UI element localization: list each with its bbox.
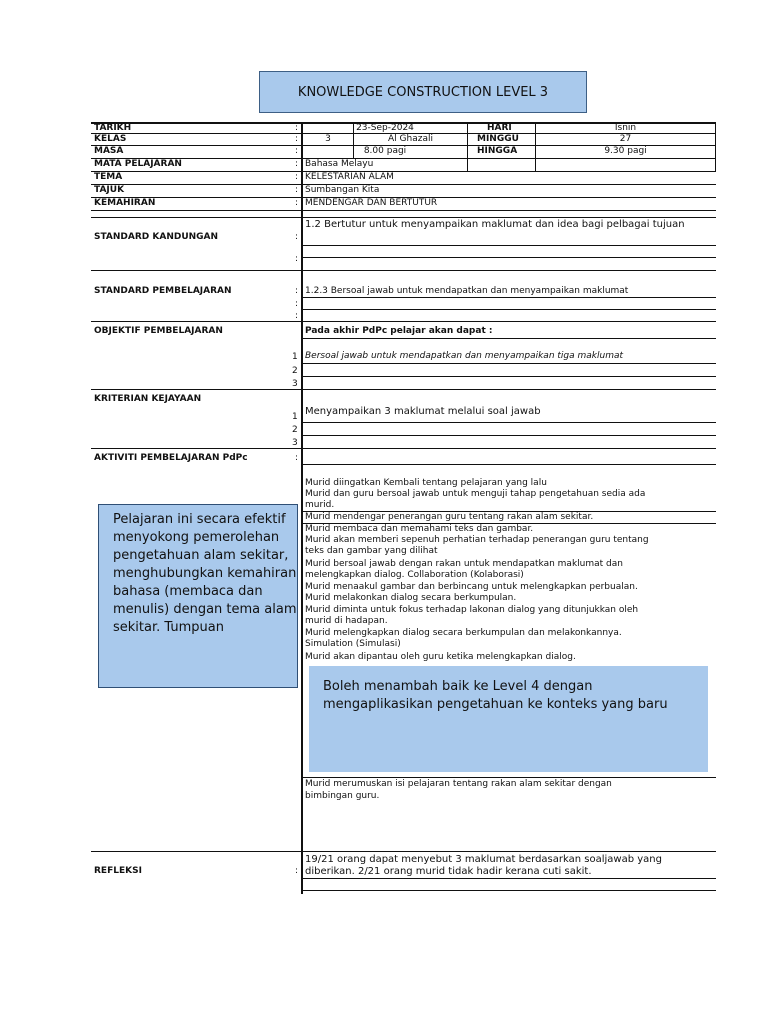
aktiviti-line: Simulation (Simulasi) xyxy=(305,639,401,649)
divider xyxy=(91,270,716,271)
aktiviti-line: Murid akan memberi sepenuh perhatian terhadap penerangan guru tentang xyxy=(305,535,649,545)
kriteria-number: 2 xyxy=(292,425,298,435)
objektif-number: 2 xyxy=(292,366,298,376)
masa-label: MASA xyxy=(94,146,124,156)
kriteria-number: 3 xyxy=(292,438,298,448)
objektif-intro: Pada akhir PdPc pelajar akan dapat : xyxy=(305,326,493,336)
colon: : xyxy=(295,866,299,876)
divider xyxy=(91,851,716,852)
standard-pembelajaran-label: STANDARD PEMBELAJARAN xyxy=(94,286,232,296)
column-divider xyxy=(301,122,303,894)
objektif-number: 3 xyxy=(292,379,298,389)
kriteria-item-1: Menyampaikan 3 maklumat melalui soal jawab xyxy=(305,406,541,417)
divider xyxy=(91,321,716,322)
divider xyxy=(303,890,716,891)
divider xyxy=(91,217,716,218)
column-divider xyxy=(467,122,468,171)
mata-pelajaran-value: Bahasa Melayu xyxy=(305,159,374,169)
aktiviti-line: Murid akan dipantau oleh guru ketika melengkapkan dialog. xyxy=(305,652,576,662)
aktiviti-line: Murid bersoal jawab dengan rakan untuk mendapatkan maklumat dan xyxy=(305,559,623,569)
divider xyxy=(303,309,716,310)
tajuk-value: Sumbangan Kita xyxy=(305,185,380,195)
divider xyxy=(91,171,716,172)
divider xyxy=(303,435,716,436)
comment-note-left: Pelajaran ini secara efektif menyokong pemerolehan pengetahuan alam sekitar, menghubungkan kemahiran bahasa (membaca dan menulis) dengan tema alam sekitar. Tumpuan xyxy=(98,504,298,688)
divider xyxy=(91,210,716,211)
aktiviti-line: murid di hadapan. xyxy=(305,616,388,626)
divider xyxy=(91,184,716,185)
divider xyxy=(303,297,716,298)
divider xyxy=(303,464,716,465)
colon: : xyxy=(295,134,299,144)
standard-kandungan-value: 1.2 Bertutur untuk menyampaikan maklumat dan idea bagi pelbagai tujuan xyxy=(305,219,685,230)
page-title: KNOWLEDGE CONSTRUCTION LEVEL 3 xyxy=(259,71,587,113)
tarikh-value: 23-Sep-2024 xyxy=(356,123,414,133)
colon: : xyxy=(295,254,299,264)
colon: : xyxy=(295,198,299,208)
aktiviti-label: AKTIVITI PEMBELAJARAN PdPc xyxy=(94,453,248,463)
colon: : xyxy=(295,311,299,321)
hari-label: HARI xyxy=(487,123,512,133)
divider xyxy=(303,777,716,778)
divider xyxy=(303,338,716,339)
comment-note-right: Boleh menambah baik ke Level 4 dengan mengaplikasikan pengetahuan ke konteks yang baru xyxy=(309,666,708,772)
divider xyxy=(91,158,716,159)
aktiviti-line: Murid melengkapkan dialog secara berkumpulan dan melakonkannya. xyxy=(305,628,622,638)
kriteria-number: 1 xyxy=(292,412,298,422)
tema-label: TEMA xyxy=(94,172,123,182)
aktiviti-line: Murid menaakul gambar dan berbincang untuk melengkapkan perbualan. xyxy=(305,582,638,592)
hingga-value: 9.30 pagi xyxy=(604,146,647,156)
aktiviti-closing-2: bimbingan guru. xyxy=(305,791,380,801)
kelas-number: 3 xyxy=(325,134,331,144)
kelas-label: KELAS xyxy=(94,134,127,144)
standard-pembelajaran-value: 1.2.3 Bersoal jawab untuk mendapatkan dan menyampaikan maklumat xyxy=(305,286,629,296)
minggu-label: MINGGU xyxy=(477,134,519,144)
tajuk-label: TAJUK xyxy=(94,185,125,195)
kriteria-label: KRITERIAN KEJAYAAN xyxy=(94,394,202,404)
aktiviti-line: Murid diminta untuk fokus terhadap lakonan dialog yang ditunjukkan oleh xyxy=(305,605,639,615)
colon: : xyxy=(295,159,299,169)
objektif-number: 1 xyxy=(292,352,298,362)
tarikh-label: TARIKH xyxy=(94,123,132,133)
divider xyxy=(303,257,716,258)
aktiviti-line: melengkapkan dialog. Collaboration (Kolaborasi) xyxy=(305,570,524,580)
divider xyxy=(303,376,716,377)
colon: : xyxy=(295,232,299,242)
refleksi-line-2: diberikan. 2/21 orang murid tidak hadir kerana cuti sakit. xyxy=(305,866,592,877)
aktiviti-line: Murid dan guru bersoal jawab untuk menguji tahap pengetahuan sedia ada xyxy=(305,489,646,499)
colon: : xyxy=(295,453,299,463)
hari-value: Isnin xyxy=(614,123,637,133)
kelas-name: Al Ghazali xyxy=(388,134,433,144)
divider xyxy=(303,878,716,879)
masa-value: 8.00 pagi xyxy=(363,146,407,156)
refleksi-line-1: 19/21 orang dapat menyebut 3 maklumat berdasarkan soaljawab yang xyxy=(305,854,662,865)
aktiviti-line: teks dan gambar yang dilihat xyxy=(305,546,438,556)
colon: : xyxy=(295,299,299,309)
colon: : xyxy=(295,123,299,133)
divider xyxy=(91,389,716,390)
colon: : xyxy=(295,185,299,195)
objektif-label: OBJEKTIF PEMBELAJARAN xyxy=(94,326,223,336)
kemahiran-label: KEMAHIRAN xyxy=(94,198,156,208)
aktiviti-line: Murid membaca dan memahami teks dan gambar. xyxy=(305,524,534,534)
colon: : xyxy=(295,286,299,296)
colon: : xyxy=(295,172,299,182)
aktiviti-line: Murid mendengar penerangan guru tentang rakan alam sekitar. xyxy=(305,512,594,522)
aktiviti-line: murid. xyxy=(305,500,335,510)
standard-kandungan-label: STANDARD KANDUNGAN xyxy=(94,232,219,242)
hingga-label: HINGGA xyxy=(477,146,518,156)
column-divider xyxy=(715,122,716,171)
divider xyxy=(91,448,716,449)
tema-value: KELESTARIAN ALAM xyxy=(305,172,394,182)
divider xyxy=(303,422,716,423)
aktiviti-closing-1: Murid merumuskan isi pelajaran tentang rakan alam sekitar dengan xyxy=(305,779,612,789)
refleksi-label: REFLEKSI xyxy=(94,866,142,876)
colon: : xyxy=(295,146,299,156)
aktiviti-line: Murid melakonkan dialog secara berkumpulan. xyxy=(305,593,517,603)
divider xyxy=(303,363,716,364)
aktiviti-line: Murid diingatkan Kembali tentang pelajaran yang lalu xyxy=(305,478,547,488)
minggu-value: 27 xyxy=(619,134,632,144)
divider xyxy=(303,245,716,246)
objektif-item-1: Bersoal jawab untuk mendapatkan dan menyampaikan tiga maklumat xyxy=(305,351,624,361)
kemahiran-value: MENDENGAR DAN BERTUTUR xyxy=(305,198,438,208)
mata-pelajaran-label: MATA PELAJARAN xyxy=(94,159,182,169)
